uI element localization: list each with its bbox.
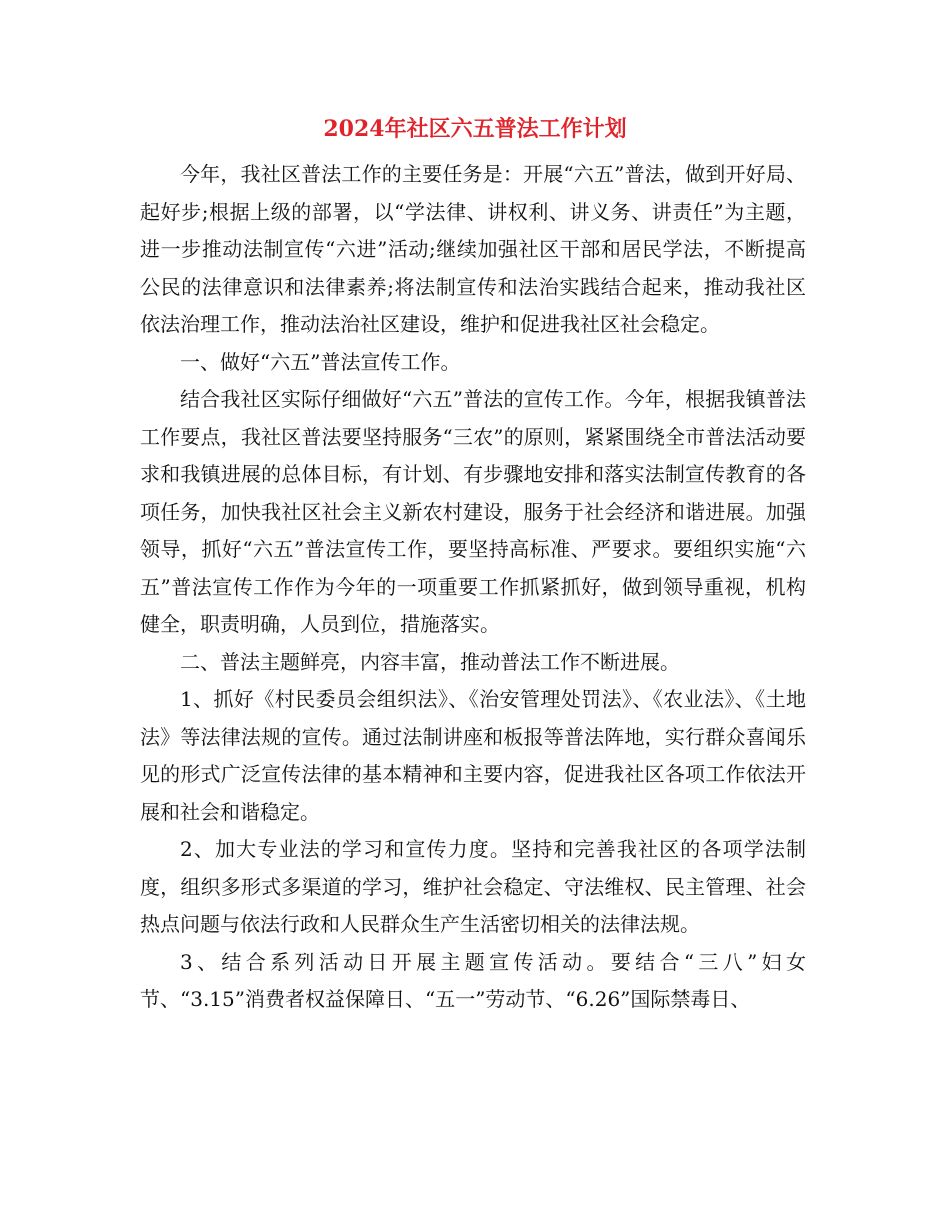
paragraph-item-3: 3、结合系列活动日开展主题宣传活动。要结合“三八”妇女节、“3.15”消费者权益保障日、“五一”劳动节、“6.26”国际禁毒日、 <box>140 949 806 1011</box>
paragraph-item-1: 1、抓好《村民委员会组织法》、《治安管理处罚法》、《农业法》、《土地法》等法律法规的宣传。通过法制讲座和板报等普法阵地，实行群众喜闻乐见的形式广泛宣传法律的基本精神和主要内容，促进我社区各项工作依法开展和社会和谐稳定。 <box>140 687 806 824</box>
paragraph-intro: 今年，我社区普法工作的主要任务是：开展“六五”普法，做到开好局、起好步;根据上级的部署，以“学法律、讲权利、讲义务、讲责任”为主题，进一步推动法制宣传“六进”活动;继续加强社区干部和居民学法，不断提高公民的法律意识和法律素养;将法制宣传和法治实践结合起来，推动我社区依法治理工作，推动法治社区建设，维护和促进我社区社会稳定。 <box>140 162 806 336</box>
paragraph-item-2: 2、加大专业法的学习和宣传力度。坚持和完善我社区的各项学法制度，组织多形式多渠道的学习，维护社会稳定、守法维权、民主管理、社会热点问题与依法行政和人民群众生产生活密切相关的法律法规。 <box>140 837 806 936</box>
document-title: 2024年社区六五普法工作计划 <box>323 116 627 142</box>
section-heading-1: 一、做好“六五”普法宣传工作。 <box>180 349 461 374</box>
section-heading-2: 二、普法主题鲜亮，内容丰富，推动普法工作不断进展。 <box>180 649 680 674</box>
paragraph-section-1: 结合我社区实际仔细做好“六五”普法的宣传工作。今年，根据我镇普法工作要点，我社区普法要坚持服务“三农”的原则，紧紧围绕全市普法活动要求和我镇进展的总体目标，有计划、有步骤地安排和落实法制宣传教育的各项任务，加快我社区社会主义新农村建设，服务于社会经济和谐进展。加强领导，抓好“六五”普法宣传工作，要坚持高标准、严要求。要组织实施“六五”普法宣传工作作为今年的一项重要工作抓紧抓好，做到领导重视，机构健全，职责明确，人员到位，措施落实。 <box>140 387 806 636</box>
document-body <box>140 156 806 1019</box>
